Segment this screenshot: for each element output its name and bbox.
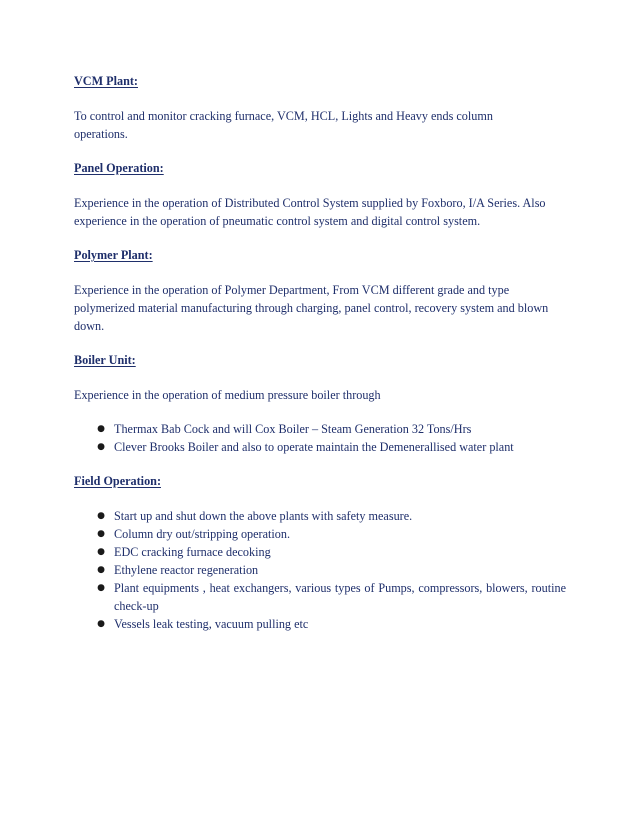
list-item-text: Plant equipments , heat exchangers, various types of Pumps, compressors, blowers, routine check-up bbox=[114, 581, 566, 613]
list-item-text: Clever Brooks Boiler and also to operate maintain the Demenerallised water plant bbox=[114, 440, 514, 454]
list-item bbox=[74, 507, 566, 525]
vcm-line-1: To control and monitor cracking furnace, VCM, HCL, Lights and Heavy ends column bbox=[74, 109, 493, 123]
list-item-text: Start up and shut down the above plants with safety measure. bbox=[114, 509, 413, 523]
field-bullet-list bbox=[74, 507, 566, 633]
bullet-icon: ● bbox=[97, 583, 105, 593]
heading-polymer-plant: Polymer Plant: bbox=[74, 248, 153, 262]
bullet-icon: ● bbox=[97, 511, 105, 521]
polymer-line-1: Experience in the operation of Polymer Department, From VCM different grade and type bbox=[74, 283, 510, 297]
panel-line-2: experience in the operation of pneumatic control system and digital control system. bbox=[74, 214, 481, 228]
list-item bbox=[74, 561, 566, 579]
list-item bbox=[74, 615, 566, 633]
list-item-text: Column dry out/stripping operation. bbox=[114, 527, 291, 541]
list-item-text: Vessels leak testing, vacuum pulling etc bbox=[114, 617, 309, 631]
heading-boiler-unit: Boiler Unit: bbox=[74, 353, 136, 367]
polymer-line-2: polymerized material manufacturing through charging, panel control, recovery system and blown bbox=[74, 301, 549, 315]
list-item bbox=[74, 525, 566, 543]
vcm-line-2: operations. bbox=[74, 127, 128, 141]
panel-line-1: Experience in the operation of Distributed Control System supplied by Foxboro, I/A Series. Also bbox=[74, 196, 546, 210]
list-item-text: Thermax Bab Cock and will Cox Boiler – Steam Generation 32 Tons/Hrs bbox=[114, 422, 472, 436]
document-page bbox=[74, 72, 566, 633]
bullet-icon: ● bbox=[97, 619, 105, 629]
heading-vcm-plant: VCM Plant: bbox=[74, 74, 138, 88]
heading-field-operation: Field Operation: bbox=[74, 474, 161, 488]
boiler-intro: Experience in the operation of medium pressure boiler through bbox=[74, 388, 381, 402]
list-item bbox=[74, 438, 566, 456]
list-item bbox=[74, 420, 566, 438]
bullet-icon: ● bbox=[97, 424, 105, 434]
list-item-text: EDC cracking furnace decoking bbox=[114, 545, 271, 559]
list-item-text: Ethylene reactor regeneration bbox=[114, 563, 259, 577]
heading-panel-operation: Panel Operation: bbox=[74, 161, 164, 175]
boiler-bullet-list bbox=[74, 420, 566, 456]
bullet-icon: ● bbox=[97, 547, 105, 557]
list-item bbox=[74, 543, 566, 561]
bullet-icon: ● bbox=[97, 442, 105, 452]
bullet-icon: ● bbox=[97, 529, 105, 539]
polymer-line-3: down. bbox=[74, 319, 105, 333]
bullet-icon: ● bbox=[97, 565, 105, 575]
list-item bbox=[74, 579, 566, 615]
